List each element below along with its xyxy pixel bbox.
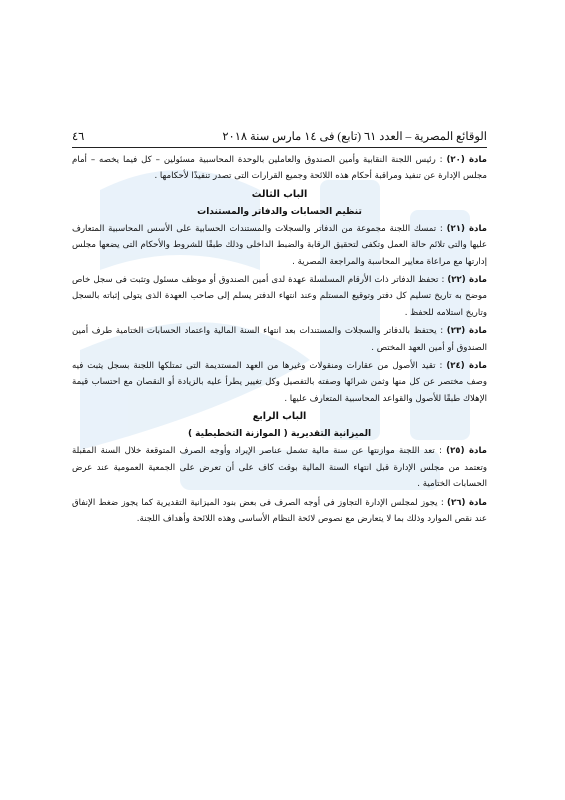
article-text: : رئيس اللجنة النقابية وأمين الصندوق والعاملين بالوحدة المحاسبية مسئولين – كل فيما يخصه – أمام مجلس الإدارة عن تنفيذ ومراقبة أحكام هذه اللائحة وجميع القرارات التى تصدر تنفيذًا لأحكامها . [72,155,487,182]
article-paragraph [72,152,487,185]
article-text: : يجوز لمجلس الإدارة التجاوز فى أوجه الصرف فى بعض بنود الميزانية التقديرية كما يجوز ضغط الإنفاق عند نقص الموارد وذلك بما لا يتعارض مع نصوص لائحة النظام الأساسى وهذه اللائحة وأهداف اللجنة. [72,497,487,524]
article-paragraph [72,358,487,407]
article-label: مادة (٢٢) [447,275,487,286]
article-text: : تعد اللجنة موازنتها عن سنة مالية تشمل عناصر الإيراد وأوجه الصرف المتوقعة خلال السنة المقبلة وتعتمد من مجلس الإدارة قبل انتهاء السنة المالية بوقت كاف على أن تعرض على الجمعية العمومية عند عرض الحسابات الختامية . [72,446,487,490]
chapter-subheading: تنظيم الحسابات والدفاتر والمستندات [197,206,362,217]
chapter-subheading: الميزانية التقديرية ( الموازنة التخطيطية ) [187,429,372,440]
article-text: : تمسك اللجنة مجموعة من الدفاتر والسجلات والمستندات الحسابية على الأسس المحاسبية المتعارف عليها والتى تلائم حالة العمل وتكفى لتحقيق الرقابة والضبط الداخلى وذلك طبقًا للشروط والأحكام التى يضعها مجلس إدارتها مع مراعاة معايير المحاسبة والمراجعة المصرية . [72,223,487,267]
chapter-heading: الباب الرابع [252,411,307,423]
article-label: مادة (٢٦) [447,497,487,508]
header-title: الوقائع المصرية – العدد ٦١ (تابع) فى ١٤ مارس سنة ٢٠١٨ [222,131,487,143]
article-label: مادة (٢٤) [446,361,487,372]
article-paragraph [72,221,487,270]
page-header [72,126,487,146]
article-paragraph [72,495,487,528]
article-paragraph [72,272,487,321]
article-text: : تحفظ الدفاتر ذات الأرقام المسلسلة عهدة لدى أمين الصندوق أو موظف مسئول وتثبت فى سجل خاص موضح به تاريخ تسليم كل دفتر وتوقيع المستلم وعند انتهاء الدفتر يسلم إلى صاحب العهدة الذى يتولى إثباته بالسجل وتاريخ استلامه للحفظ . [72,275,487,318]
header-rule [72,147,487,148]
article-label: مادة (٢١) [446,223,487,234]
page-number: ٤٦ [72,131,85,143]
article-text: : تقيد الأصول من عقارات ومنقولات وغيرها من العهد المستديمة التى تمتلكها اللجنة بسجل يثبت فيه وصف مختصر عن كل منها وثمن شرائها وصفته بالتفصيل وكل تغيير يطرأ عليه بالزيادة أو النقصان مع احتساب قيمة الإهلاك طبقًا للأصول والقواعد المحاسبية المتعارف عليها . [72,361,487,404]
document-body [72,152,487,529]
article-paragraph [72,443,487,492]
chapter-heading: الباب الثالث [251,188,308,200]
article-paragraph [72,323,487,356]
article-label: مادة (٢٥) [446,446,487,457]
article-label: مادة (٢٠) [446,155,488,165]
article-text: : يحتفظ بالدفاتر والسجلات والمستندات بعد انتهاء السنة المالية واعتماد الحسابات الختامية طرف أمين الصندوق أو أمين العهد المختص . [72,326,487,353]
article-label: مادة (٢٣) [446,326,488,337]
